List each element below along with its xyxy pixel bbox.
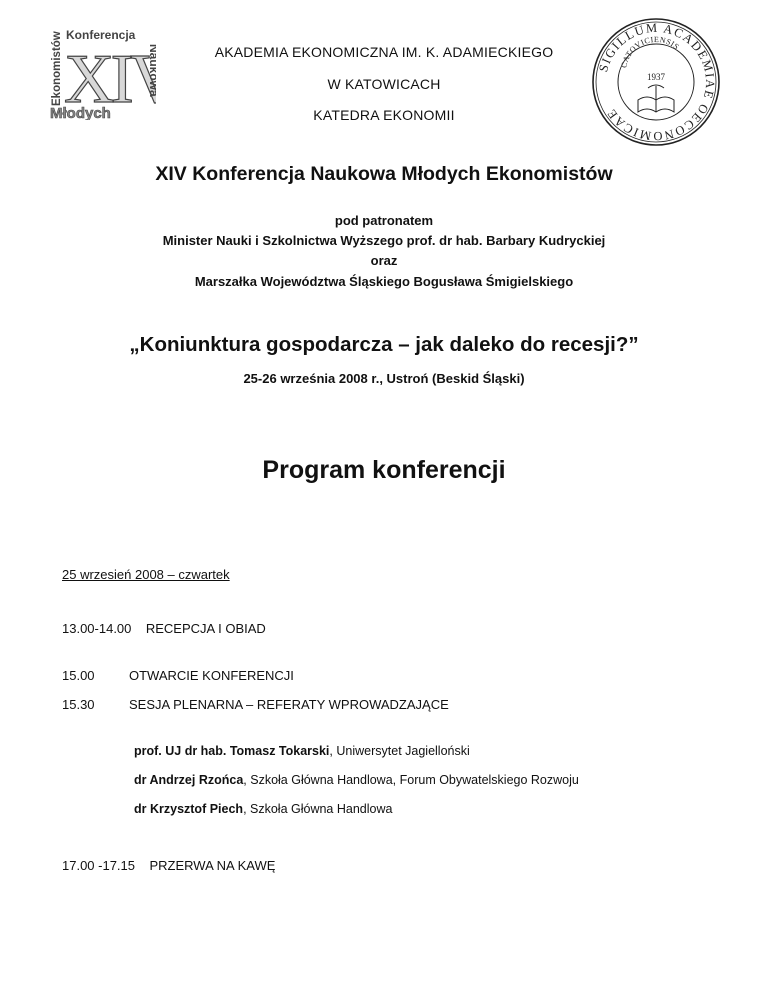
conference-title: XIV Konferencja Naukowa Młodych Ekonomistów xyxy=(155,163,613,185)
logo-numeral: XIV xyxy=(64,41,156,118)
schedule-label: OTWARCIE KONFERENCJI xyxy=(129,668,294,683)
schedule-label: PRZERWA NA KAWĘ xyxy=(149,858,276,873)
logo-word-naukowa: Naukowa xyxy=(147,44,156,97)
schedule-time: 15.00 xyxy=(62,668,95,683)
schedule-item-reception xyxy=(62,621,266,636)
seal-inner-text: CATOVICIENSIS xyxy=(619,34,682,69)
program-heading: Program konferencji xyxy=(262,456,506,484)
logo-word-mlodych: Młodych xyxy=(50,105,111,120)
speaker-name: dr Andrzej Rzońca xyxy=(134,773,244,787)
date-place: 25-26 września 2008 r., Ustroń (Beskid Śląski) xyxy=(243,371,525,386)
speaker-affiliation: , Uniwersytet Jagielloński xyxy=(329,744,470,758)
speaker-affiliation: , Szkoła Główna Handlowa, Forum Obywatelskiego Rozwoju xyxy=(243,773,579,787)
schedule-item-break xyxy=(62,858,275,873)
department-name: KATEDRA EKONOMII xyxy=(313,107,455,123)
logo-word-ekonomistow: Ekonomistów xyxy=(51,31,63,106)
seal-ring-text: SIGILLUM ACADEMIAE OECONOMICAE xyxy=(596,20,718,144)
schedule-time: 17.00 -17.15 xyxy=(62,858,136,873)
patronage-and: oraz xyxy=(370,253,398,268)
patronage-intro: pod patronatem xyxy=(334,213,434,228)
speaker-entry xyxy=(134,744,470,758)
seal-year: 1937 xyxy=(647,72,665,82)
schedule-time: 13.00-14.00 xyxy=(62,621,132,636)
institution-name: AKADEMIA EKONOMICZNA IM. K. ADAMIECKIEGO xyxy=(214,44,554,60)
speaker-entry xyxy=(134,802,392,816)
speaker-entry xyxy=(134,773,579,787)
speaker-name: prof. UJ dr hab. Tomasz Tokarski xyxy=(134,744,330,758)
patron-marshal: Marszałka Województwa Śląskiego Bogusława Śmigielskiego xyxy=(194,274,574,289)
schedule-label: SESJA PLENARNA – REFERATY WPROWADZAJĄCE xyxy=(129,697,449,712)
schedule-label: RECEPCJA I OBIAD xyxy=(145,621,266,636)
day-heading: 25 wrzesień 2008 – czwartek xyxy=(62,567,230,582)
speaker-name: dr Krzysztof Piech xyxy=(134,802,244,816)
conference-theme: „Koniunktura gospodarcza – jak daleko do recesji?” xyxy=(129,333,639,356)
institution-city: W KATOWICACH xyxy=(327,76,441,92)
patron-minister: Minister Nauki i Szkolnictwa Wyższego prof. dr hab. Barbary Kudryckiej xyxy=(162,233,606,248)
speaker-affiliation: , Szkoła Główna Handlowa xyxy=(243,802,393,816)
logo-word-konferencja: Konferencja xyxy=(66,28,136,42)
schedule-time: 15.30 xyxy=(62,697,95,712)
